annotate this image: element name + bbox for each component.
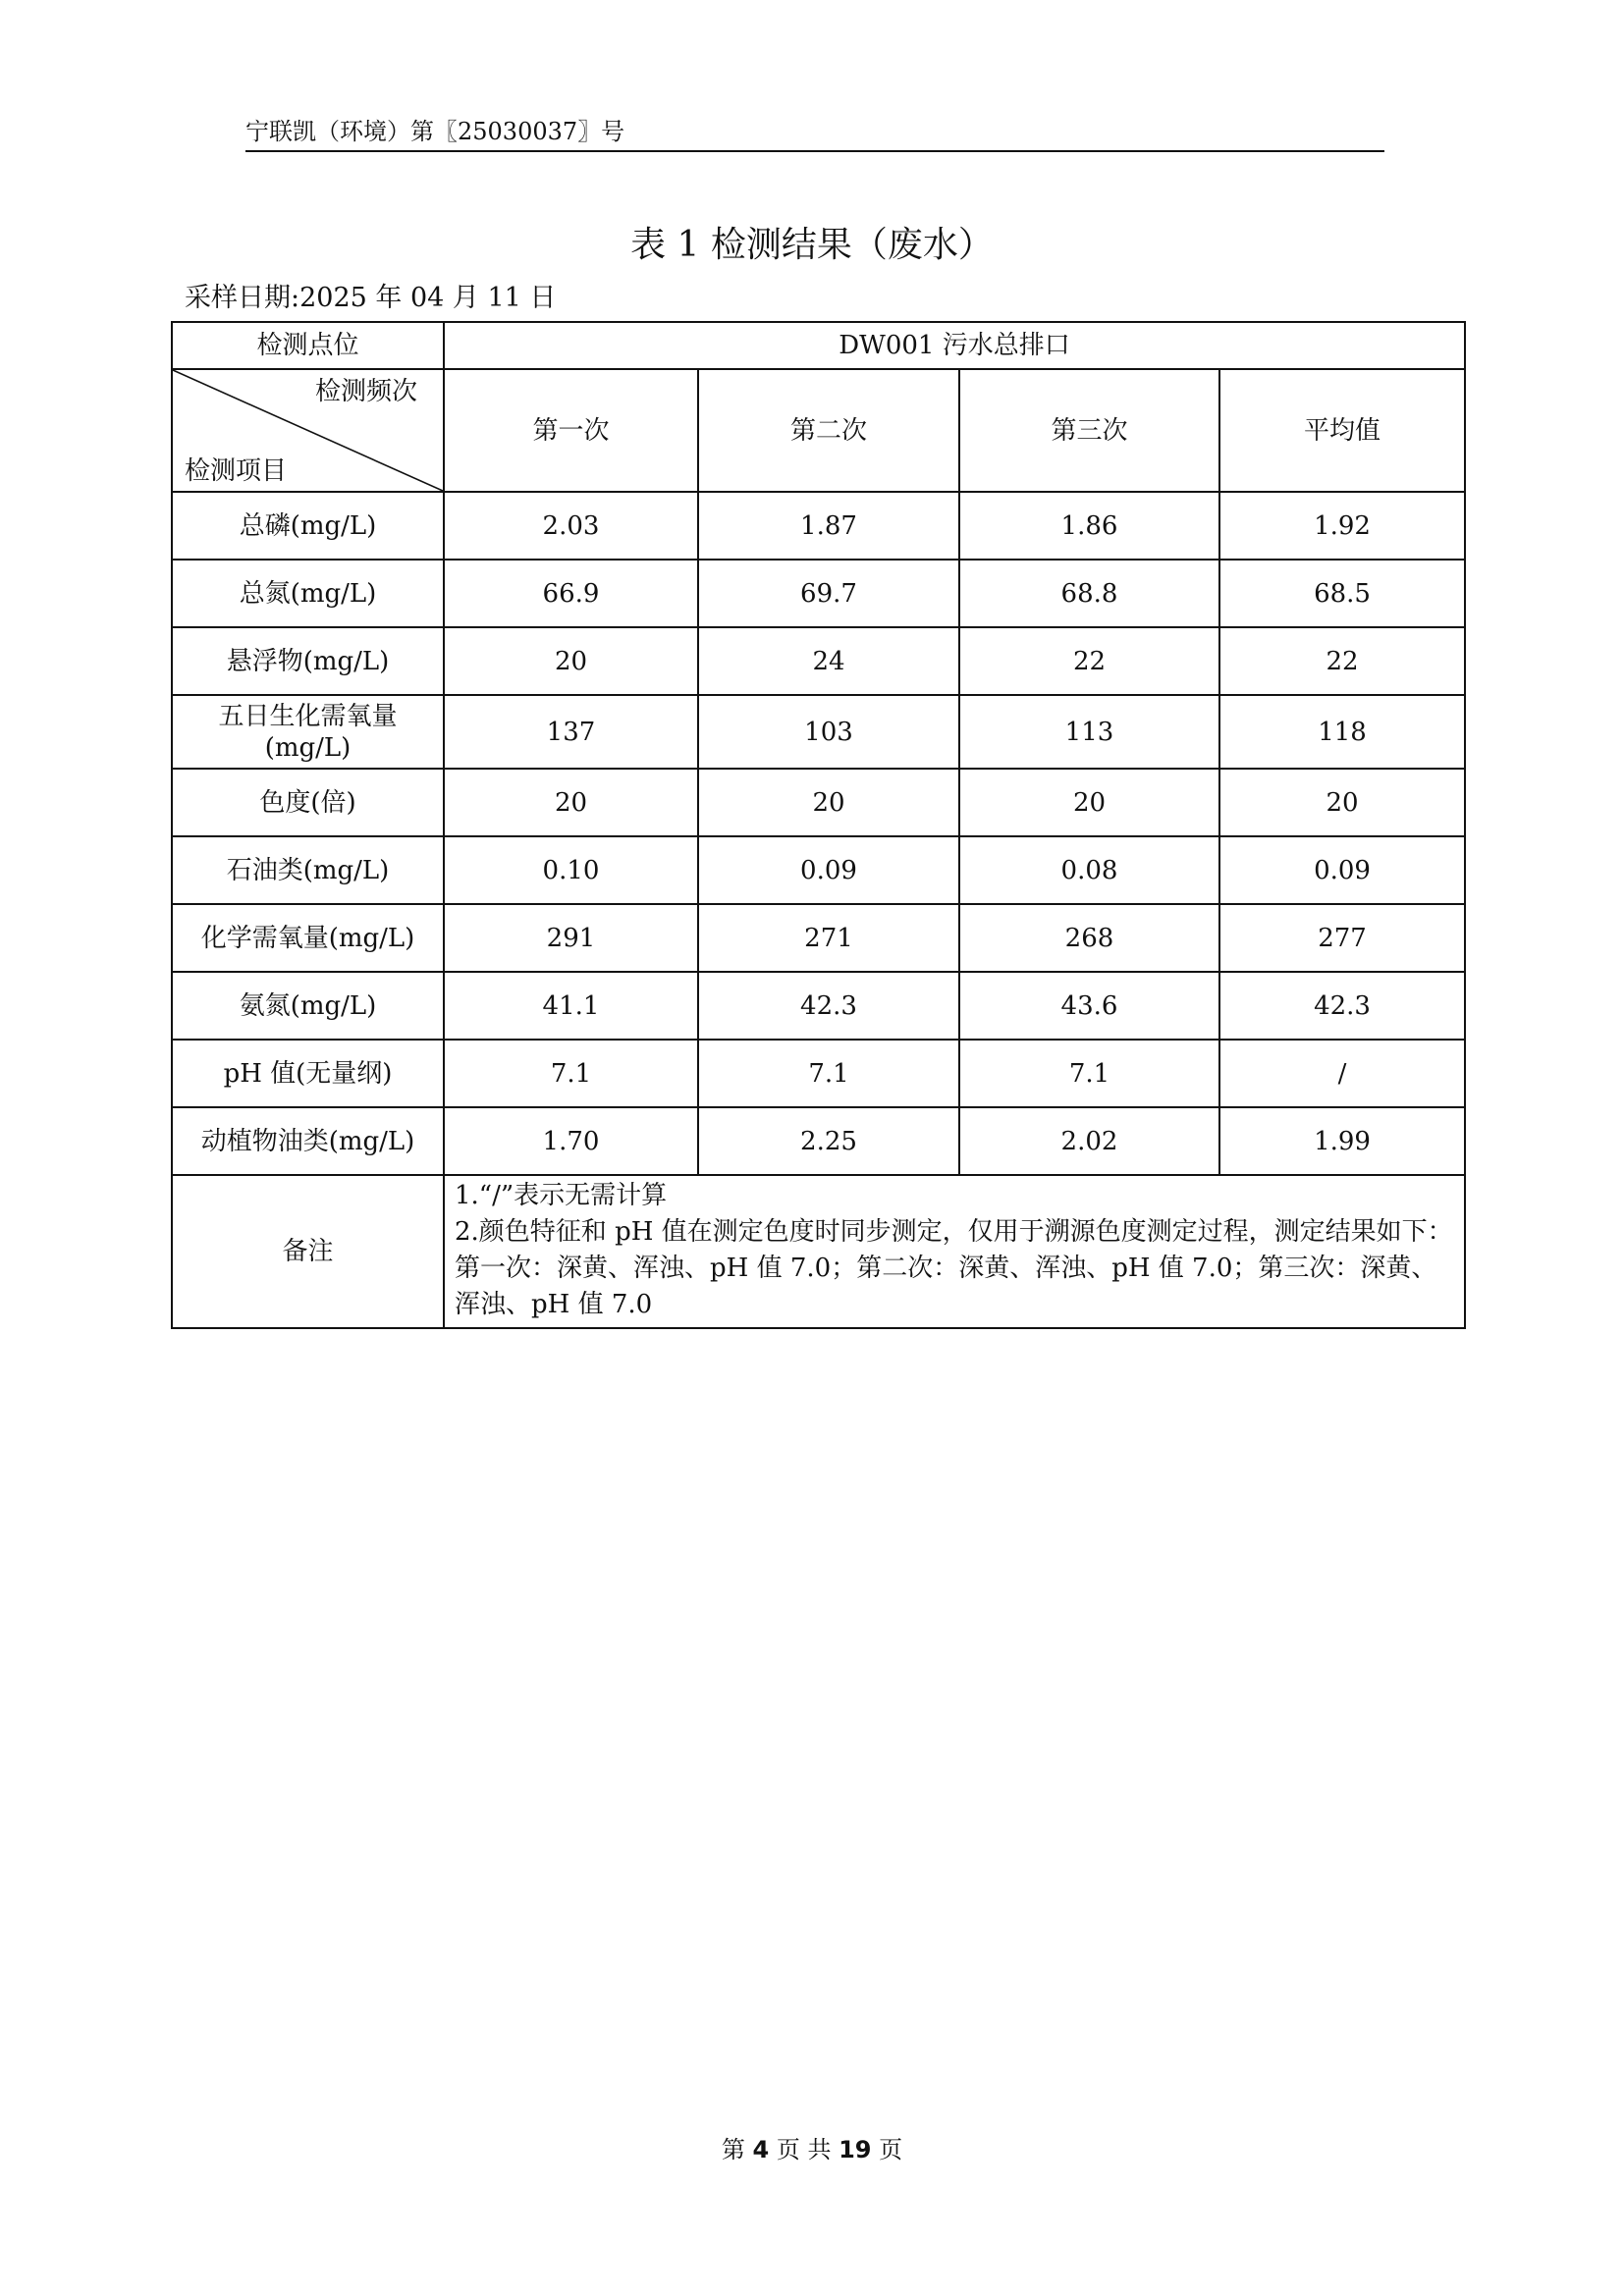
average-value: 68.5 bbox=[1219, 560, 1465, 627]
result-value: 7.1 bbox=[959, 1040, 1219, 1107]
item-name: 氨氮(mg/L) bbox=[172, 972, 444, 1040]
average-value: 277 bbox=[1219, 904, 1465, 972]
result-value: 42.3 bbox=[698, 972, 959, 1040]
column-header: 第三次 bbox=[959, 369, 1219, 492]
table-row bbox=[172, 1040, 1465, 1107]
result-value: 2.03 bbox=[444, 492, 698, 560]
result-value: 24 bbox=[698, 627, 959, 695]
average-value: 1.99 bbox=[1219, 1107, 1465, 1175]
result-value: 20 bbox=[444, 627, 698, 695]
result-value: 271 bbox=[698, 904, 959, 972]
result-value: 68.8 bbox=[959, 560, 1219, 627]
table-row bbox=[172, 695, 1465, 769]
result-value: 1.70 bbox=[444, 1107, 698, 1175]
result-value: 41.1 bbox=[444, 972, 698, 1040]
column-header: 平均值 bbox=[1219, 369, 1465, 492]
item-name: 悬浮物(mg/L) bbox=[172, 627, 444, 695]
result-value: 2.02 bbox=[959, 1107, 1219, 1175]
result-value: 103 bbox=[698, 695, 959, 769]
item-label: 检测项目 bbox=[185, 456, 288, 486]
result-value: 7.1 bbox=[444, 1040, 698, 1107]
page-prefix: 第 bbox=[721, 2136, 745, 2163]
result-value: 0.10 bbox=[444, 836, 698, 904]
column-header: 第一次 bbox=[444, 369, 698, 492]
report-number: 宁联凯（环境）第〖25030037〗号 bbox=[245, 118, 625, 145]
average-value: 20 bbox=[1219, 769, 1465, 836]
result-value: 1.86 bbox=[959, 492, 1219, 560]
average-value: 0.09 bbox=[1219, 836, 1465, 904]
average-value: 42.3 bbox=[1219, 972, 1465, 1040]
item-name: 总氮(mg/L) bbox=[172, 560, 444, 627]
table-row bbox=[172, 769, 1465, 836]
report-number-header bbox=[245, 113, 1384, 152]
table-row bbox=[172, 1107, 1465, 1175]
item-name: pH 值(无量纲) bbox=[172, 1040, 444, 1107]
note-content bbox=[444, 1175, 1465, 1328]
location-label: 检测点位 bbox=[172, 322, 444, 369]
item-name: 色度(倍) bbox=[172, 769, 444, 836]
result-value: 69.7 bbox=[698, 560, 959, 627]
column-header: 第二次 bbox=[698, 369, 959, 492]
note-line: 1.“/”表示无需计算 bbox=[455, 1181, 668, 1210]
result-value: 20 bbox=[444, 769, 698, 836]
location-value: DW001 污水总排口 bbox=[444, 322, 1465, 369]
location-row bbox=[172, 322, 1465, 369]
results-table bbox=[171, 321, 1466, 1329]
column-header-row bbox=[172, 369, 1465, 492]
frequency-label: 检测频次 bbox=[314, 377, 417, 406]
average-value: 118 bbox=[1219, 695, 1465, 769]
result-value: 7.1 bbox=[698, 1040, 959, 1107]
result-value: 0.09 bbox=[698, 836, 959, 904]
current-page-number: 4 bbox=[752, 2136, 770, 2163]
result-value: 291 bbox=[444, 904, 698, 972]
result-value: 268 bbox=[959, 904, 1219, 972]
table-row bbox=[172, 972, 1465, 1040]
table-row bbox=[172, 836, 1465, 904]
item-name: 石油类(mg/L) bbox=[172, 836, 444, 904]
result-value: 0.08 bbox=[959, 836, 1219, 904]
diagonal-header-cell bbox=[172, 369, 444, 492]
result-value: 20 bbox=[698, 769, 959, 836]
table-row bbox=[172, 627, 1465, 695]
table-row bbox=[172, 904, 1465, 972]
page-middle: 页 共 bbox=[776, 2136, 832, 2163]
average-value: 22 bbox=[1219, 627, 1465, 695]
result-value: 1.87 bbox=[698, 492, 959, 560]
note-row bbox=[172, 1175, 1465, 1328]
item-name: 动植物油类(mg/L) bbox=[172, 1107, 444, 1175]
table-row bbox=[172, 492, 1465, 560]
table-title: 表 1 检测结果（废水） bbox=[630, 225, 994, 265]
note-label: 备注 bbox=[172, 1175, 444, 1328]
sampling-date: 采样日期:2025 年 04 月 11 日 bbox=[185, 283, 557, 313]
item-name: 总磷(mg/L) bbox=[172, 492, 444, 560]
result-value: 22 bbox=[959, 627, 1219, 695]
result-value: 20 bbox=[959, 769, 1219, 836]
item-name: 五日生化需氧量(mg/L) bbox=[172, 695, 444, 769]
item-name: 化学需氧量(mg/L) bbox=[172, 904, 444, 972]
result-value: 43.6 bbox=[959, 972, 1219, 1040]
page-suffix: 页 bbox=[879, 2136, 903, 2163]
total-page-number: 19 bbox=[839, 2136, 872, 2163]
result-value: 66.9 bbox=[444, 560, 698, 627]
result-value: 137 bbox=[444, 695, 698, 769]
table-row bbox=[172, 560, 1465, 627]
note-line: 2.颜色特征和 pH 值在测定色度时同步测定，仅用于溯源色度测定过程，测定结果如下：第一次：深黄、浑浊、pH 值 7.0；第二次：深黄、浑浊、pH 值 7.0；第三次：深黄、浑浊、pH 值 7.0 bbox=[455, 1217, 1453, 1319]
average-value: / bbox=[1219, 1040, 1465, 1107]
result-value: 2.25 bbox=[698, 1107, 959, 1175]
page-footer bbox=[0, 2134, 1624, 2165]
average-value: 1.92 bbox=[1219, 492, 1465, 560]
result-value: 113 bbox=[959, 695, 1219, 769]
